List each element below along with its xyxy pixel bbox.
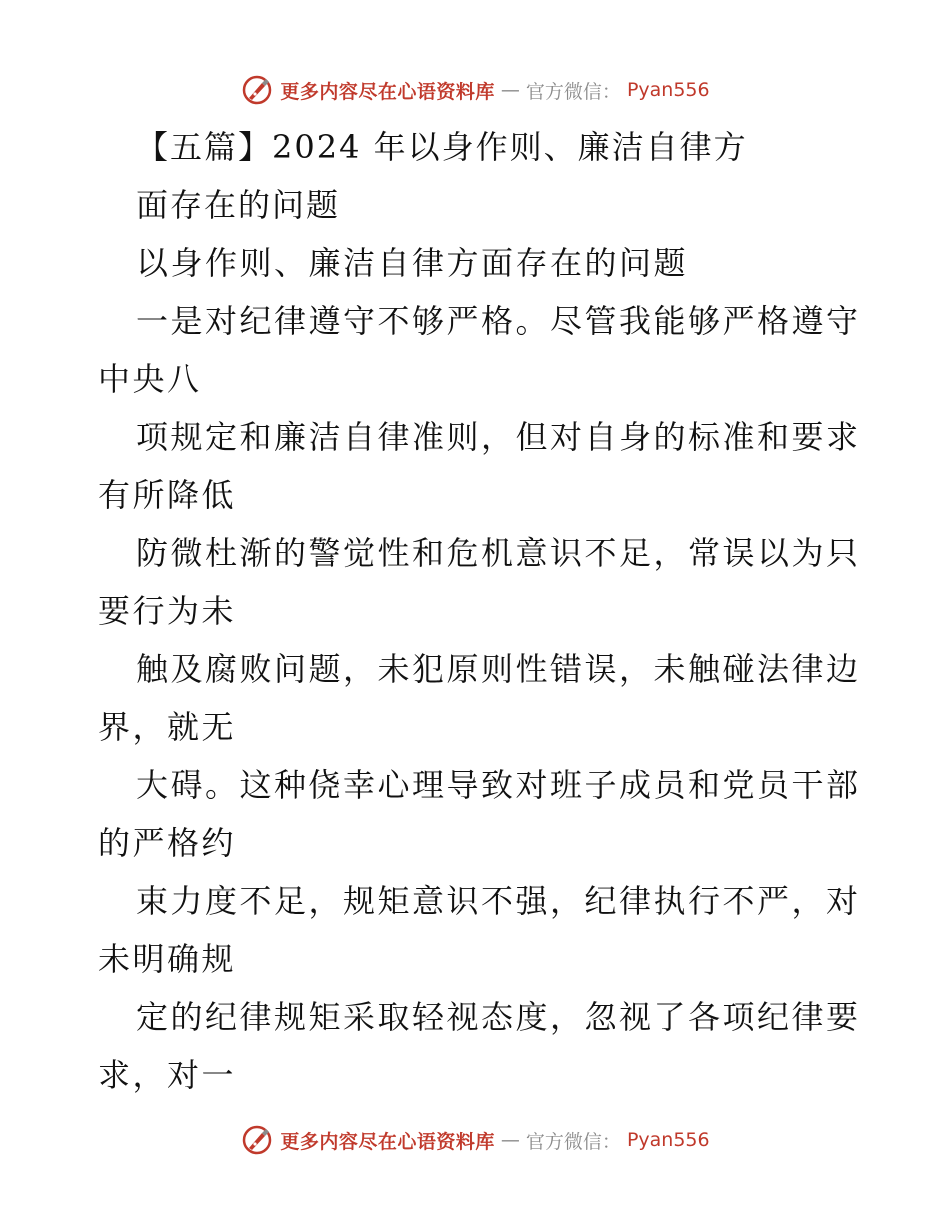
- doc-line: 防微杜渐的警觉性和危机意识不足，常误以为只: [136, 534, 861, 572]
- doc-line: 中央八: [98, 360, 202, 398]
- doc-line: 一是对纪律遵守不够严格。尽管我能够严格遵守: [136, 302, 861, 340]
- banner-main-text: 更多内容尽在心语资料库: [280, 80, 495, 103]
- doc-subtitle: 以身作则、廉洁自律方面存在的问题: [136, 244, 689, 282]
- header-banner: [0, 70, 950, 110]
- doc-title-line-1: 【五篇】2024 年以身作则、廉洁自律方: [136, 128, 748, 166]
- doc-line: 大碍。这种侥幸心理导致对班子成员和党员干部: [136, 766, 861, 804]
- doc-line: 要行为未: [98, 592, 237, 630]
- doc-line: 未明确规: [98, 940, 237, 978]
- pen-logo-icon: [240, 73, 274, 107]
- banner-dash: —: [500, 1129, 520, 1151]
- pen-logo-icon: [240, 1123, 274, 1157]
- doc-line: 有所降低: [98, 476, 237, 514]
- document-body: [98, 118, 861, 1104]
- banner-official-label: 官方微信：: [525, 80, 621, 103]
- doc-line: 触及腐败问题，未犯原则性错误，未触碰法律边: [136, 650, 861, 688]
- banner-wechat-id: Pyan556: [626, 79, 710, 101]
- banner-official-label: 官方微信：: [525, 1130, 621, 1153]
- doc-line: 的严格约: [98, 824, 237, 862]
- banner-dash: —: [500, 79, 520, 101]
- footer-banner: [0, 1120, 950, 1160]
- doc-line: 束力度不足，规矩意识不强，纪律执行不严，对: [136, 882, 861, 920]
- doc-line: 项规定和廉洁自律准则，但对自身的标准和要求: [136, 418, 861, 456]
- banner-main-text: 更多内容尽在心语资料库: [280, 1130, 495, 1153]
- doc-line: 定的纪律规矩采取轻视态度，忽视了各项纪律要: [136, 998, 861, 1036]
- banner-wechat-id: Pyan556: [626, 1129, 710, 1151]
- doc-line: 求，对一: [98, 1056, 237, 1094]
- doc-title-line-2: 面存在的问题: [136, 186, 341, 224]
- doc-line: 界，就无: [98, 708, 237, 746]
